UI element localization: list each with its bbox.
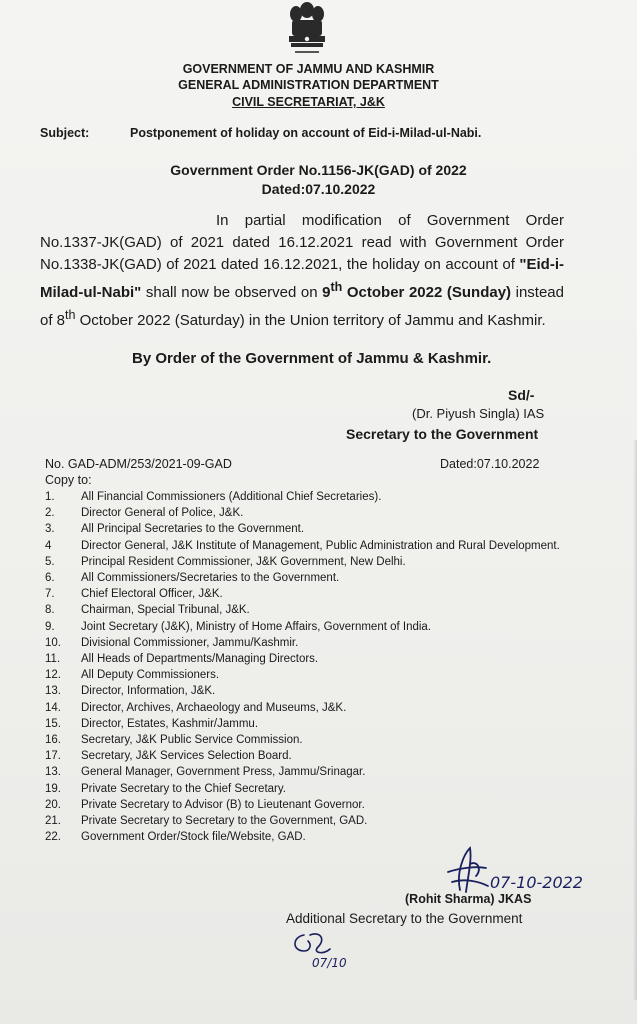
signatory-designation: Secretary to the Government: [346, 426, 539, 442]
copy-to-item-text: Private Secretary to Advisor (B) to Lieutenant Governor.: [81, 798, 365, 811]
copy-to-item-number: 15.: [45, 717, 61, 730]
copy-to-item-text: Joint Secretary (J&K), Ministry of Home Affairs, Government of India.: [81, 620, 432, 633]
copy-to-item-number: 4: [45, 539, 52, 552]
copy-to-item-number: 3.: [45, 523, 55, 536]
body-part2: shall now be observed on: [141, 284, 323, 301]
copy-to-item-text: Director, Archives, Archaeology and Museums, J&K.: [81, 701, 347, 714]
copy-to-item-text: Secretary, J&K Public Service Commission.: [81, 734, 303, 747]
header-department: GENERAL ADMINISTRATION DEPARTMENT: [178, 78, 439, 92]
copy-to-item-number: 21.: [45, 815, 61, 828]
copy-to-item-number: 20.: [45, 798, 61, 811]
countersign-name: (Rohit Sharma) JKAS: [405, 892, 532, 906]
countersign-designation: Additional Secretary to the Government: [286, 911, 523, 926]
page-shadow: [633, 440, 637, 1000]
body-part4: October 2022 (Saturday) in the Union territory of Jammu and Kashmir.: [75, 312, 546, 329]
copy-to-item-number: 6.: [45, 572, 55, 585]
copy-to-item: [45, 667, 570, 683]
copy-to-item-number: 8.: [45, 604, 55, 617]
copy-to-item-text: Chief Electoral Officer, J&K.: [81, 588, 223, 601]
copy-to-item-number: 5.: [45, 555, 55, 568]
copy-to-item-number: 14.: [45, 701, 61, 714]
copy-to-item-text: Chairman, Special Tribunal, J&K.: [81, 604, 250, 617]
copy-to-item-text: General Manager, Government Press, Jammu/Srinagar.: [81, 766, 366, 779]
copy-to-item-text: Director, Estates, Kashmir/Jammu.: [81, 717, 259, 730]
copy-to-item-number: 22.: [45, 831, 61, 844]
handwritten-initials: [290, 925, 370, 975]
reference-date: Dated:07.10.2022: [440, 457, 540, 471]
copy-to-item: [45, 651, 570, 667]
reference-number: No. GAD-ADM/253/2021-09-GAD: [45, 457, 232, 471]
copy-to-item: [45, 554, 570, 570]
copy-to-item: [45, 586, 570, 602]
copy-to-item: [45, 489, 570, 505]
signatory-name: (Dr. Piyush Singla) IAS: [412, 406, 545, 421]
copy-to-item: [45, 781, 570, 797]
by-order-line: By Order of the Government of Jammu & Kashmir.: [132, 350, 492, 367]
body-part1: In partial modification of Government Order No.1337-JK(GAD) of 2021 dated 16.12.2021 read with Government Order No.1338-JK(GAD) of 2021 dated 16.12.2021, the holiday on account of: [40, 212, 564, 273]
copy-to-item-text: All Commissioners/Secretaries to the Government.: [81, 572, 340, 585]
header-secretariat: CIVIL SECRETARIAT, J&K: [232, 95, 385, 109]
copy-to-item: [45, 716, 570, 732]
copy-to-item-text: Private Secretary to Secretary to the Government, GAD.: [81, 815, 368, 828]
copy-to-item-text: Government Order/Stock file/Website, GAD.: [81, 831, 306, 844]
copy-to-item-text: Principal Resident Commissioner, J&K Government, New Delhi.: [81, 555, 406, 568]
handwritten-date: 07-10-2022: [490, 873, 583, 892]
subject-text: Postponement of holiday on account of Eid-i-Milad-ul-Nabi.: [130, 126, 482, 140]
copy-to-item-number: 19.: [45, 782, 61, 795]
copy-to-item-text: Private Secretary to the Chief Secretary.: [81, 782, 286, 795]
national-emblem-icon: [281, 0, 333, 60]
copy-to-label: Copy to:: [45, 473, 92, 487]
copy-to-item: [45, 570, 570, 586]
order-date: Dated:07.10.2022: [261, 181, 376, 197]
copy-to-item-text: All Deputy Commissioners.: [81, 669, 220, 682]
copy-to-item-number: 7.: [45, 588, 55, 601]
copy-to-item-number: 17.: [45, 750, 61, 763]
order-title: Government Order No.1156-JK(GAD) of 2022: [170, 162, 467, 178]
copy-to-item-text: All Financial Commissioners (Additional Chief Secretaries).: [81, 491, 382, 503]
copy-to-item-number: 2.: [45, 507, 55, 520]
copy-to-item: [45, 764, 570, 780]
copy-to-item-text: All Heads of Departments/Managing Directors.: [81, 653, 319, 666]
subject-line: [40, 126, 481, 140]
header-government: GOVERNMENT OF JAMMU AND KASHMIR: [182, 62, 435, 76]
copy-to-item: [45, 813, 570, 829]
copy-to-item-number: 1.: [45, 491, 55, 503]
copy-to-item-number: 10.: [45, 636, 61, 649]
copy-to-item-number: 11.: [45, 653, 61, 666]
body-festival: "Eid-i-Milad-ul-Nabi": [40, 256, 564, 301]
copy-to-item-number: 12.: [45, 669, 61, 682]
copy-to-item-text: All Principal Secretaries to the Government.: [81, 523, 305, 536]
body-part3: instead of 8: [40, 284, 564, 329]
copy-to-item-text: Divisional Commissioner, Jammu/Kashmir.: [81, 636, 299, 649]
subject-label: Subject:: [40, 126, 90, 140]
order-body: In partial modification of Government Order No.1337-JK(GAD) of 2021 dated 16.12.2021 read with Government Order No.1338-JK(GAD) of 2021 dated 16.12.2021, the holiday on account of "Eid-i-Milad-ul-Nabi" shall now be observed on 9th October 2022 (Sunday) instead of 8th October 2022 (Saturday) in the Union territory of Jammu and Kashmir.: [40, 212, 564, 329]
copy-to-item: [45, 538, 570, 554]
copy-to-item: [45, 505, 570, 521]
signature-sd: Sd/-: [508, 387, 535, 403]
copy-to-item: [45, 602, 570, 618]
copy-to-item: [45, 635, 570, 651]
copy-to-list: [45, 489, 570, 845]
copy-to-item: [45, 797, 570, 813]
copy-to-item-text: Director General, J&K Institute of Management, Public Administration and Rural Development.: [81, 539, 560, 552]
copy-to-item: [45, 732, 570, 748]
initials-date: 07/10: [312, 956, 347, 970]
body-new-date: 9th October 2022 (Sunday): [322, 280, 512, 301]
copy-to-item: [45, 700, 570, 716]
copy-to-item-number: 13.: [45, 766, 61, 779]
copy-to-item-number: 16.: [45, 734, 61, 747]
copy-to-item-text: Director, Information, J&K.: [81, 685, 216, 698]
copy-to-item: [45, 683, 570, 699]
copy-to-item: [45, 521, 570, 537]
copy-to-item-number: 9.: [45, 620, 55, 633]
copy-to-item-text: Director General of Police, J&K.: [81, 507, 244, 520]
copy-to-item-number: 13.: [45, 685, 61, 698]
copy-to-item-text: Secretary, J&K Services Selection Board.: [81, 750, 292, 763]
copy-to-item: [45, 748, 570, 764]
copy-to-item: [45, 619, 570, 635]
